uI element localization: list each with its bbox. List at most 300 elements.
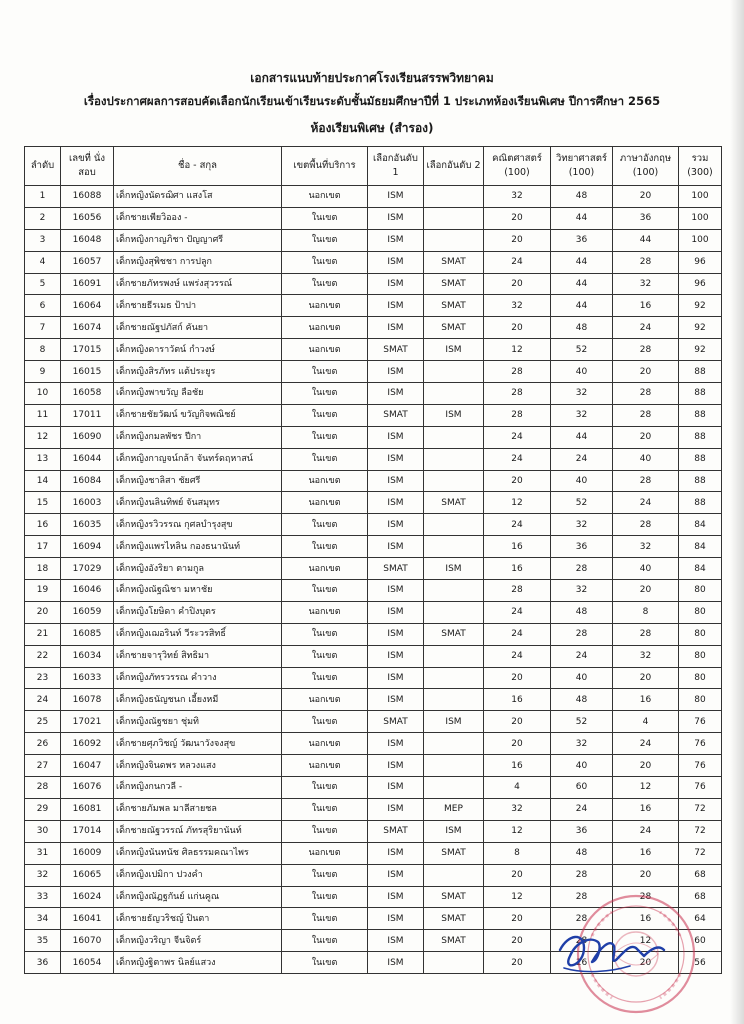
header-math: คณิตศาสตร์ (100) xyxy=(484,147,551,186)
table-row xyxy=(25,448,722,470)
english-score: 20 xyxy=(613,755,679,777)
table-row xyxy=(25,601,722,623)
choice-1: ISM xyxy=(368,273,424,295)
english-score: 4 xyxy=(613,711,679,733)
table-row xyxy=(25,404,722,426)
science-score: 40 xyxy=(551,361,613,383)
service-zone: ในเขต xyxy=(282,580,368,602)
choice-2 xyxy=(424,755,484,777)
math-score: 24 xyxy=(484,623,551,645)
exam-id: 16024 xyxy=(61,886,114,908)
math-score: 12 xyxy=(484,820,551,842)
student-name: เด็กชายณัฐปภัสก์ คันยา xyxy=(114,317,282,339)
exam-id: 17021 xyxy=(61,711,114,733)
row-no: 13 xyxy=(25,448,61,470)
total-score: 96 xyxy=(679,251,722,273)
service-zone: ในเขต xyxy=(282,404,368,426)
row-no: 18 xyxy=(25,558,61,580)
choice-2: ISM xyxy=(424,404,484,426)
service-zone: นอกเขต xyxy=(282,470,368,492)
service-zone: ในเขต xyxy=(282,536,368,558)
math-score: 24 xyxy=(484,514,551,536)
science-score: 28 xyxy=(551,864,613,886)
table-row xyxy=(25,536,722,558)
english-score: 16 xyxy=(613,908,679,930)
total-score: 88 xyxy=(679,426,722,448)
english-score: 32 xyxy=(613,536,679,558)
exam-id: 16056 xyxy=(61,207,114,229)
choice-2 xyxy=(424,536,484,558)
service-zone: ในเขต xyxy=(282,383,368,405)
choice-2 xyxy=(424,601,484,623)
service-zone: ในเขต xyxy=(282,273,368,295)
math-score: 4 xyxy=(484,777,551,799)
table-row xyxy=(25,492,722,514)
english-score: 20 xyxy=(613,667,679,689)
choice-2 xyxy=(424,383,484,405)
table-row xyxy=(25,623,722,645)
total-score: 72 xyxy=(679,842,722,864)
total-score: 100 xyxy=(679,207,722,229)
exam-id: 16074 xyxy=(61,317,114,339)
science-score: 40 xyxy=(551,755,613,777)
exam-id: 17011 xyxy=(61,404,114,426)
english-score: 40 xyxy=(613,448,679,470)
scan-edge-shadow xyxy=(730,0,744,1024)
row-no: 2 xyxy=(25,207,61,229)
total-score: 84 xyxy=(679,558,722,580)
service-zone: นอกเขต xyxy=(282,842,368,864)
exam-id: 16033 xyxy=(61,667,114,689)
service-zone: ในเขต xyxy=(282,820,368,842)
choice-2 xyxy=(424,207,484,229)
english-score: 20 xyxy=(613,864,679,886)
student-name: เด็กหญิงดาราวัตน์ กำวงษ์ xyxy=(114,339,282,361)
english-score: 20 xyxy=(613,580,679,602)
english-score: 20 xyxy=(613,426,679,448)
total-score: 80 xyxy=(679,623,722,645)
math-score: 24 xyxy=(484,601,551,623)
math-score: 28 xyxy=(484,580,551,602)
total-score: 96 xyxy=(679,273,722,295)
row-no: 35 xyxy=(25,930,61,952)
total-score: 72 xyxy=(679,798,722,820)
total-score: 80 xyxy=(679,689,722,711)
table-row xyxy=(25,426,722,448)
service-zone: นอกเขต xyxy=(282,295,368,317)
row-no: 36 xyxy=(25,952,61,974)
science-score: 28 xyxy=(551,558,613,580)
choice-2: ISM xyxy=(424,558,484,580)
choice-2 xyxy=(424,426,484,448)
exam-id: 16044 xyxy=(61,448,114,470)
english-score: 24 xyxy=(613,492,679,514)
math-score: 16 xyxy=(484,755,551,777)
science-score: 44 xyxy=(551,426,613,448)
row-no: 16 xyxy=(25,514,61,536)
math-score: 24 xyxy=(484,448,551,470)
student-name: เด็กหญิงรวิวรรณ กุศลบำรุงสุข xyxy=(114,514,282,536)
choice-1: ISM xyxy=(368,930,424,952)
service-zone: ในเขต xyxy=(282,229,368,251)
student-name: เด็กหญิงวริญา จีนจิตร์ xyxy=(114,930,282,952)
exam-id: 16094 xyxy=(61,536,114,558)
english-score: 28 xyxy=(613,886,679,908)
science-score: 24 xyxy=(551,645,613,667)
exam-id: 16064 xyxy=(61,295,114,317)
english-score: 28 xyxy=(613,339,679,361)
choice-1: ISM xyxy=(368,623,424,645)
math-score: 20 xyxy=(484,952,551,974)
total-score: 68 xyxy=(679,864,722,886)
math-score: 20 xyxy=(484,273,551,295)
student-name: เด็กชายภัทรพงษ์ แพร่งสุวรรณ์ xyxy=(114,273,282,295)
exam-id: 16070 xyxy=(61,930,114,952)
choice-2: SMAT xyxy=(424,623,484,645)
total-score: 88 xyxy=(679,492,722,514)
total-score: 72 xyxy=(679,820,722,842)
service-zone: นอกเขต xyxy=(282,689,368,711)
choice-1: ISM xyxy=(368,755,424,777)
choice-2 xyxy=(424,229,484,251)
document-section-title: ห้องเรียนพิเศษ (สำรอง) xyxy=(310,121,434,135)
row-no: 17 xyxy=(25,536,61,558)
choice-2: ISM xyxy=(424,820,484,842)
exam-id: 16034 xyxy=(61,645,114,667)
student-name: เด็กหญิงณัฐชยา ชุ่มทิ xyxy=(114,711,282,733)
math-score: 12 xyxy=(484,339,551,361)
total-score: 68 xyxy=(679,886,722,908)
service-zone: ในเขต xyxy=(282,645,368,667)
service-zone: ในเขต xyxy=(282,864,368,886)
math-score: 16 xyxy=(484,689,551,711)
choice-1: ISM xyxy=(368,426,424,448)
science-score: 32 xyxy=(551,383,613,405)
choice-2 xyxy=(424,733,484,755)
english-score: 24 xyxy=(613,733,679,755)
table-row xyxy=(25,317,722,339)
student-name: เด็กชายธัญวริชญ์ ปินตา xyxy=(114,908,282,930)
student-name: เด็กชายธีรเมธ ป้าปา xyxy=(114,295,282,317)
student-name: เด็กหญิงธนัญชนก เอี้ยงหมี xyxy=(114,689,282,711)
table-row xyxy=(25,864,722,886)
row-no: 21 xyxy=(25,623,61,645)
english-score: 28 xyxy=(613,623,679,645)
choice-2: SMAT xyxy=(424,273,484,295)
choice-2: SMAT xyxy=(424,251,484,273)
choice-1: SMAT xyxy=(368,711,424,733)
choice-2 xyxy=(424,689,484,711)
english-score: 44 xyxy=(613,229,679,251)
row-no: 3 xyxy=(25,229,61,251)
student-name: เด็กหญิงนัดรฌิศา แสงโส xyxy=(114,186,282,208)
row-no: 1 xyxy=(25,186,61,208)
math-score: 32 xyxy=(484,798,551,820)
table-row xyxy=(25,273,722,295)
choice-1: ISM xyxy=(368,842,424,864)
choice-2: SMAT xyxy=(424,842,484,864)
header-choice-2: เลือกอันดับ 2 xyxy=(424,147,484,186)
math-score: 20 xyxy=(484,930,551,952)
row-no: 32 xyxy=(25,864,61,886)
student-name: เด็กหญิงโยษิดา คำปิงบุตร xyxy=(114,601,282,623)
student-name: เด็กชายเพียวิออง - xyxy=(114,207,282,229)
row-no: 29 xyxy=(25,798,61,820)
exam-id: 16048 xyxy=(61,229,114,251)
service-zone: นอกเขต xyxy=(282,317,368,339)
student-name: เด็กหญิงเฌอรินท์ วีระวรสิทธิ์ xyxy=(114,623,282,645)
choice-1: ISM xyxy=(368,886,424,908)
english-score: 32 xyxy=(613,273,679,295)
choice-1: ISM xyxy=(368,383,424,405)
science-score: 60 xyxy=(551,777,613,799)
exam-id: 16054 xyxy=(61,952,114,974)
total-score: 100 xyxy=(679,229,722,251)
service-zone: นอกเขต xyxy=(282,601,368,623)
total-score: 88 xyxy=(679,470,722,492)
table-row xyxy=(25,930,722,952)
exam-id: 17015 xyxy=(61,339,114,361)
exam-id: 16076 xyxy=(61,777,114,799)
science-score: 48 xyxy=(551,601,613,623)
table-row xyxy=(25,711,722,733)
choice-1: ISM xyxy=(368,689,424,711)
exam-id: 16092 xyxy=(61,733,114,755)
exam-id: 16090 xyxy=(61,426,114,448)
choice-2: ISM xyxy=(424,711,484,733)
math-score: 20 xyxy=(484,711,551,733)
science-score: 24 xyxy=(551,448,613,470)
choice-2: SMAT xyxy=(424,295,484,317)
english-score: 28 xyxy=(613,470,679,492)
row-no: 15 xyxy=(25,492,61,514)
row-no: 14 xyxy=(25,470,61,492)
choice-1: ISM xyxy=(368,777,424,799)
total-score: 92 xyxy=(679,317,722,339)
english-score: 24 xyxy=(613,317,679,339)
science-score: 16 xyxy=(551,952,613,974)
row-no: 27 xyxy=(25,755,61,777)
service-zone: นอกเขต xyxy=(282,186,368,208)
row-no: 31 xyxy=(25,842,61,864)
choice-2: SMAT xyxy=(424,492,484,514)
total-score: 88 xyxy=(679,404,722,426)
student-name: เด็กหญิงพาขวัญ ลือชัย xyxy=(114,383,282,405)
exam-id: 16041 xyxy=(61,908,114,930)
choice-1: ISM xyxy=(368,514,424,536)
table-row xyxy=(25,952,722,974)
science-score: 24 xyxy=(551,798,613,820)
service-zone: ในเขต xyxy=(282,777,368,799)
science-score: 32 xyxy=(551,514,613,536)
choice-2 xyxy=(424,186,484,208)
exam-id: 16015 xyxy=(61,361,114,383)
exam-id: 16058 xyxy=(61,383,114,405)
choice-2 xyxy=(424,514,484,536)
science-score: 48 xyxy=(551,689,613,711)
total-score: 76 xyxy=(679,777,722,799)
student-name: เด็กชายจารุวิทย์ สิทธิมา xyxy=(114,645,282,667)
service-zone: ในเขต xyxy=(282,448,368,470)
table-row xyxy=(25,470,722,492)
science-score: 36 xyxy=(551,820,613,842)
science-score: 28 xyxy=(551,908,613,930)
table-row xyxy=(25,908,722,930)
science-score: 28 xyxy=(551,623,613,645)
student-name: เด็กชายศุภวิชญ์ วัฒนาวังจงสุข xyxy=(114,733,282,755)
english-score: 16 xyxy=(613,295,679,317)
choice-2 xyxy=(424,580,484,602)
table-row xyxy=(25,886,722,908)
english-score: 20 xyxy=(613,952,679,974)
student-name: เด็กหญิงจินดพร หลวงแสง xyxy=(114,755,282,777)
student-name: เด็กหญิงแพรไหลิน กองธนานันท์ xyxy=(114,536,282,558)
exam-id: 16035 xyxy=(61,514,114,536)
choice-2 xyxy=(424,470,484,492)
science-score: 36 xyxy=(551,536,613,558)
row-no: 20 xyxy=(25,601,61,623)
header-choice-1: เลือกอันดับ 1 xyxy=(368,147,424,186)
math-score: 32 xyxy=(484,295,551,317)
exam-id: 16078 xyxy=(61,689,114,711)
science-score: 44 xyxy=(551,207,613,229)
service-zone: ในเขต xyxy=(282,886,368,908)
science-score: 32 xyxy=(551,404,613,426)
total-score: 92 xyxy=(679,295,722,317)
header-exam-id: เลขที่ นั่งสอบ xyxy=(61,147,114,186)
math-score: 24 xyxy=(484,645,551,667)
student-name: เด็กหญิงนลินทิพย์ จันสมุทร xyxy=(114,492,282,514)
english-score: 20 xyxy=(613,361,679,383)
header-zone: เขตพื้นที่บริการ xyxy=(282,147,368,186)
math-score: 32 xyxy=(484,186,551,208)
student-name: เด็กหญิงอังริยา ตามกูล xyxy=(114,558,282,580)
exam-id: 16057 xyxy=(61,251,114,273)
choice-1: ISM xyxy=(368,186,424,208)
student-name: เด็กหญิงณัฏฐกันย์ แก่นคูณ xyxy=(114,886,282,908)
row-no: 23 xyxy=(25,667,61,689)
student-name: เด็กหญิงฐิตาพร นิลย์แสวง xyxy=(114,952,282,974)
math-score: 20 xyxy=(484,908,551,930)
science-score: 40 xyxy=(551,470,613,492)
student-name: เด็กชายภัมพล มาลีสายชล xyxy=(114,798,282,820)
choice-1: ISM xyxy=(368,251,424,273)
total-score: 92 xyxy=(679,339,722,361)
total-score: 80 xyxy=(679,601,722,623)
table-row xyxy=(25,186,722,208)
student-name: เด็กหญิงกนกวลี - xyxy=(114,777,282,799)
choice-2: SMAT xyxy=(424,317,484,339)
service-zone: ในเขต xyxy=(282,952,368,974)
service-zone: ในเขต xyxy=(282,711,368,733)
science-score: 48 xyxy=(551,186,613,208)
service-zone: ในเขต xyxy=(282,426,368,448)
choice-1: ISM xyxy=(368,361,424,383)
science-score: 44 xyxy=(551,251,613,273)
row-no: 8 xyxy=(25,339,61,361)
row-no: 33 xyxy=(25,886,61,908)
table-body xyxy=(25,186,722,974)
row-no: 12 xyxy=(25,426,61,448)
table-row xyxy=(25,777,722,799)
science-score: 52 xyxy=(551,492,613,514)
english-score: 40 xyxy=(613,558,679,580)
choice-1: SMAT xyxy=(368,339,424,361)
choice-1: ISM xyxy=(368,207,424,229)
header-name: ชื่อ - สกุล xyxy=(114,147,282,186)
table-row xyxy=(25,820,722,842)
total-score: 88 xyxy=(679,383,722,405)
math-score: 20 xyxy=(484,667,551,689)
student-name: เด็กชายชัยวัฒน์ ขวัญกิจพณิชย์ xyxy=(114,404,282,426)
english-score: 28 xyxy=(613,251,679,273)
table-row xyxy=(25,229,722,251)
english-score: 20 xyxy=(613,186,679,208)
science-score: 32 xyxy=(551,733,613,755)
service-zone: ในเขต xyxy=(282,361,368,383)
student-name: เด็กชายณัฐวรรณ์ ภัทรสุริยานันท์ xyxy=(114,820,282,842)
exam-id: 17014 xyxy=(61,820,114,842)
choice-2 xyxy=(424,777,484,799)
table-row xyxy=(25,580,722,602)
table-row xyxy=(25,667,722,689)
row-no: 34 xyxy=(25,908,61,930)
row-no: 5 xyxy=(25,273,61,295)
math-score: 24 xyxy=(484,426,551,448)
total-score: 88 xyxy=(679,448,722,470)
choice-1: ISM xyxy=(368,733,424,755)
english-score: 12 xyxy=(613,777,679,799)
science-score: 48 xyxy=(551,317,613,339)
row-no: 10 xyxy=(25,383,61,405)
table-row xyxy=(25,558,722,580)
row-no: 6 xyxy=(25,295,61,317)
science-score: 44 xyxy=(551,295,613,317)
table-row xyxy=(25,361,722,383)
student-name: เด็กหญิงสิรภัทร แต้ประยูร xyxy=(114,361,282,383)
math-score: 20 xyxy=(484,470,551,492)
math-score: 20 xyxy=(484,733,551,755)
student-name: เด็กหญิงณัฐณิชา มหาชัย xyxy=(114,580,282,602)
choice-2 xyxy=(424,952,484,974)
total-score: 100 xyxy=(679,186,722,208)
choice-1: ISM xyxy=(368,601,424,623)
table-header-row xyxy=(25,147,722,186)
service-zone: ในเขต xyxy=(282,514,368,536)
student-name: เด็กหญิงภัทรวรรณ คำวาง xyxy=(114,667,282,689)
service-zone: นอกเขต xyxy=(282,492,368,514)
science-score: 44 xyxy=(551,273,613,295)
service-zone: ในเขต xyxy=(282,667,368,689)
exam-id: 16065 xyxy=(61,864,114,886)
exam-id: 16085 xyxy=(61,623,114,645)
exam-id: 17029 xyxy=(61,558,114,580)
table-row xyxy=(25,251,722,273)
table-row xyxy=(25,842,722,864)
english-score: 16 xyxy=(613,842,679,864)
choice-1: ISM xyxy=(368,864,424,886)
table-row xyxy=(25,207,722,229)
math-score: 28 xyxy=(484,361,551,383)
math-score: 16 xyxy=(484,536,551,558)
choice-1: ISM xyxy=(368,448,424,470)
choice-1: ISM xyxy=(368,470,424,492)
math-score: 16 xyxy=(484,558,551,580)
total-score: 80 xyxy=(679,580,722,602)
student-name: เด็กหญิงชาลิสา ชัยศรี xyxy=(114,470,282,492)
english-score: 28 xyxy=(613,383,679,405)
student-name: เด็กหญิงกาญภิชา ปัญญาศรี xyxy=(114,229,282,251)
